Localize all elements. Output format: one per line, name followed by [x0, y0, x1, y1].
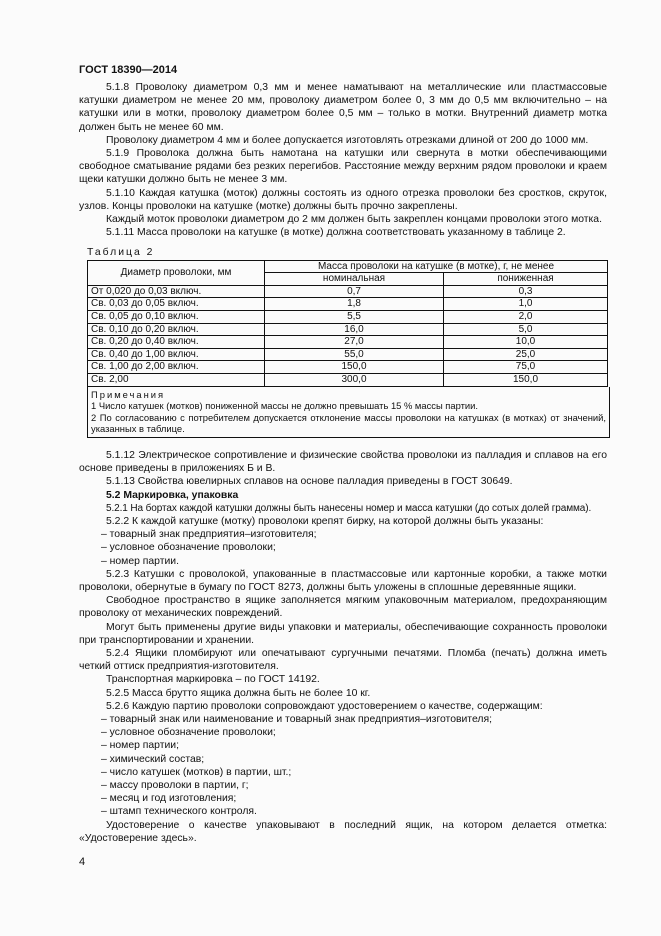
- list-item: – номер партии.: [101, 555, 179, 567]
- table-row: [88, 348, 608, 361]
- document-header: ГОСТ 18390—2014: [79, 64, 178, 76]
- table-notes: [87, 387, 610, 438]
- table-row: [88, 323, 608, 336]
- list-item: – число катушек (мотков) в партии, шт.;: [101, 766, 292, 778]
- cell-nominal: 150,0: [265, 361, 444, 374]
- document-body: [79, 81, 607, 845]
- cell-diameter: Св. 1,00 до 2,00 включ.: [88, 361, 265, 374]
- table-row: [88, 361, 608, 374]
- cell-reduced: 5,0: [444, 323, 608, 336]
- paragraph-5-2-5: 5.2.5 Масса брутто ящика должна быть не более 10 кг.: [106, 687, 371, 699]
- paragraph-5-1-10: 5.1.10 Каждая катушка (моток) должны состоять из одного отрезка проволоки без сростков, скруток, узлов. Концы проволоки на катушке (мотке) должны быть прочно закреплены.: [79, 187, 607, 212]
- table-header-diameter: Диаметр проволоки, мм: [88, 260, 265, 285]
- certificate-list: [79, 713, 607, 819]
- cell-nominal: 1,8: [265, 298, 444, 311]
- paragraph-5-1-11: 5.1.11 Масса проволоки на катушке (в мотке) должна соответствовать указанному в таблице 2.: [106, 227, 566, 239]
- list-item: – химический состав;: [101, 753, 205, 765]
- paragraph: Проволоку диаметром 4 мм и более допускается изготовлять отрезками длиной от 200 до 1000 мм.: [106, 134, 589, 146]
- table-row: [88, 336, 608, 349]
- list-item: – товарный знак или наименование и товарный знак предприятия–изготовителя;: [101, 714, 492, 726]
- table-caption: Таблица 2: [87, 247, 155, 259]
- cell-diameter: От 0,020 до 0,03 включ.: [88, 285, 265, 298]
- cell-reduced: 25,0: [444, 348, 608, 361]
- page-number: 4: [79, 856, 86, 868]
- cell-diameter: Св. 0,10 до 0,20 включ.: [88, 323, 265, 336]
- table-header-nominal: номинальная: [265, 273, 444, 286]
- paragraph-5-2-3: 5.2.3 Катушки с проволокой, упакованные в пластмассовые или картонные коробки, а также мотки проволоки, обернутые в бумагу по ГОСТ 8273, должны быть уложены в сплошные деревянные ящики.: [79, 568, 607, 593]
- list-item: – массу проволоки в партии, г;: [101, 780, 249, 792]
- cell-diameter: Св. 0,03 до 0,05 включ.: [88, 298, 265, 311]
- note-1: 1 Число катушек (мотков) пониженной массы не должно превышать 15 % массы партии.: [91, 400, 478, 412]
- cell-nominal: 0,7: [265, 285, 444, 298]
- paragraph-5-2-2: 5.2.2 К каждой катушке (мотку) проволоки крепят бирку, на которой должны быть указаны:: [106, 515, 544, 527]
- list-item: – условное обозначение проволоки;: [101, 542, 276, 554]
- cell-reduced: 75,0: [444, 361, 608, 374]
- cell-reduced: 10,0: [444, 336, 608, 349]
- note-2: 2 По согласованию с потребителем допускается отклонение массы проволоки на катушках (в мотках) от значений, указанных в таблице.: [91, 411, 606, 435]
- list-item: – номер партии;: [101, 740, 179, 752]
- cell-nominal: 27,0: [265, 336, 444, 349]
- cell-nominal: 5,5: [265, 311, 444, 324]
- cell-diameter: Св. 0,20 до 0,40 включ.: [88, 336, 265, 349]
- list-item: – месяц и год изготовления;: [101, 793, 237, 805]
- table-row: [88, 311, 608, 324]
- cell-diameter: Св. 0,05 до 0,10 включ.: [88, 311, 265, 324]
- paragraph-5-2-6: 5.2.6 Каждую партию проволоки сопровождают удостоверением о качестве, содержащим:: [106, 700, 543, 712]
- table-row: [88, 285, 608, 298]
- paragraph: Могут быть применены другие виды упаковки и материалы, обеспечивающие сохранность проволоки при транспортировании и хранении.: [79, 621, 607, 646]
- section-title: 5.2 Маркировка, упаковка: [106, 489, 239, 501]
- paragraph-5-2-1: 5.2.1 На бортах каждой катушки должны быть нанесены номер и масса катушки (до сотых долей грамма).: [106, 502, 592, 514]
- paragraph-5-1-12: 5.1.12 Электрическое сопротивление и физические свойства проволоки из палладия и сплавов на его основе приведены в приложениях Б и В.: [79, 449, 607, 475]
- table-2: [87, 260, 608, 387]
- paragraph-5-2-4: 5.2.4 Ящики пломбируют или опечатывают сургучными печатями. Пломба (печать) должна иметь четкий оттиск предприятия-изготовителя.: [79, 648, 607, 673]
- paragraph-5-1-8: 5.1.8 Проволоку диаметром 0,3 мм и менее наматывают на металлические или пластмассовые катушки диаметром не менее 20 мм, проволоку диаметром более 0, 3 мм до 0,5 мм включительно – на катушки или в мотки, проволоку диаметром более 0,5 мм – только в мотки. Внутренний диаметр мотка должен быть не менее 60 мм.: [79, 82, 607, 133]
- cell-reduced: 2,0: [444, 311, 608, 324]
- paragraph-5-1-13: 5.1.13 Свойства ювелирных сплавов на основе палладия приведены в ГОСТ 30649.: [106, 476, 513, 488]
- paragraph: Транспортная маркировка – по ГОСТ 14192.: [106, 674, 320, 686]
- list-item: – штамп технического контроля.: [101, 806, 257, 818]
- table-header-reduced: пониженная: [444, 273, 608, 286]
- table-row: [88, 298, 608, 311]
- label-list: [79, 528, 607, 568]
- cell-nominal: 55,0: [265, 348, 444, 361]
- cell-diameter: Св. 2,00: [88, 373, 265, 386]
- cell-reduced: 1,0: [444, 298, 608, 311]
- cell-reduced: 150,0: [444, 373, 608, 386]
- cell-reduced: 0,3: [444, 285, 608, 298]
- paragraph-5-1-9: 5.1.9 Проволока должна быть намотана на катушки или свернута в мотки обеспечивающими свободное сматывание рядами без резких перегибов. Расстояние между верхним рядом проволоки и краем щеки катушки должно быть не менее 3 мм.: [79, 148, 607, 186]
- cell-nominal: 16,0: [265, 323, 444, 336]
- list-item: – товарный знак предприятия–изготовителя;: [101, 529, 317, 541]
- table-row: [88, 373, 608, 386]
- paragraph: Свободное пространство в ящике заполняется мягким упаковочным материалом, предохраняющим проволоку от механических повреждений.: [79, 595, 607, 620]
- table-header-mass: Масса проволоки на катушке (в мотке), г, не менее: [265, 260, 608, 273]
- list-item: – условное обозначение проволоки;: [101, 727, 276, 739]
- paragraph: Каждый моток проволоки диаметром до 2 мм должен быть закреплен концами проволоки этого мотка.: [106, 214, 602, 226]
- cell-nominal: 300,0: [265, 373, 444, 386]
- notes-caption: Примечания: [91, 388, 166, 400]
- paragraph-final: Удостоверение о качестве упаковывают в последний ящик, на котором делается отметка: «Удостоверение здесь».: [79, 819, 607, 844]
- cell-diameter: Св. 0,40 до 1,00 включ.: [88, 348, 265, 361]
